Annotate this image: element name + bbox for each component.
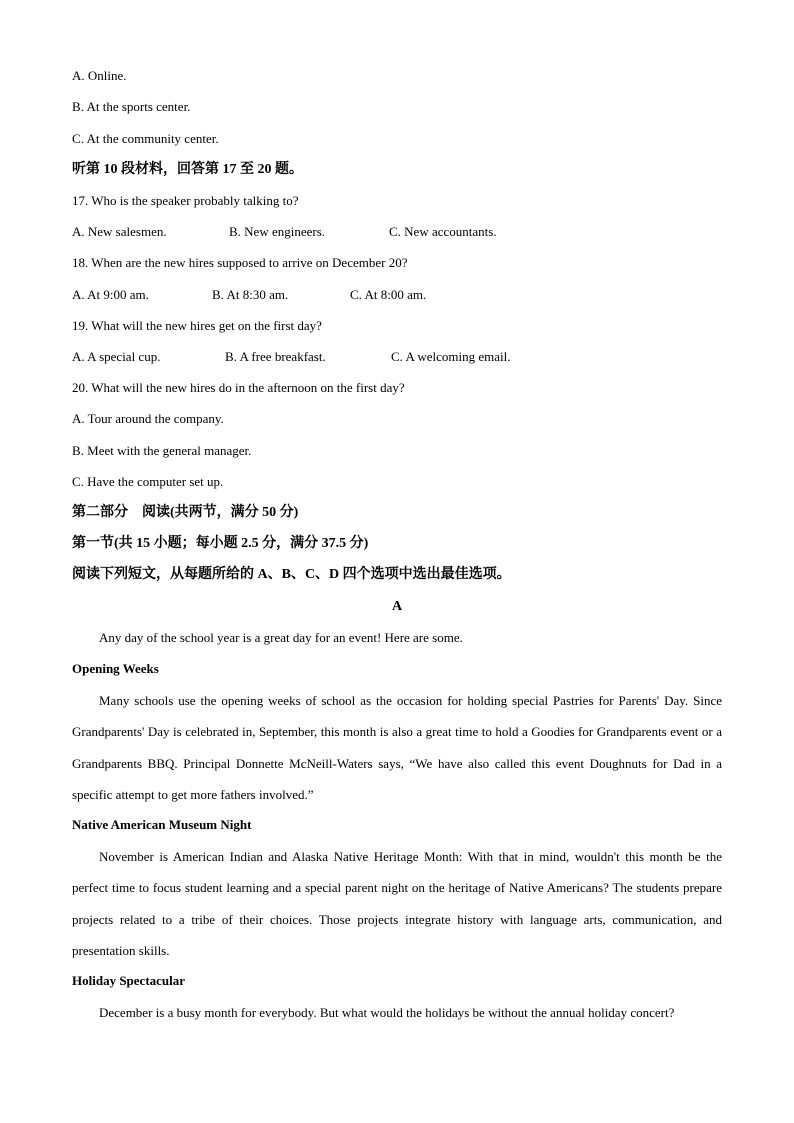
paragraph-native-american: November is American Indian and Alaska Native Heritage Month: With that in mind, wouldn't this month be the perfect time to focus student learning and a special parent night on the heritage of Native Americans? The students prepare projects related to a tribe of their choices. Those projects integrate history with language arts, communication, and presentation skills. bbox=[72, 849, 722, 958]
reading-instruction: 阅读下列短文，从每题所给的 A、B、C、D 四个选项中选出最佳选项。 bbox=[72, 567, 511, 582]
option-17a: A. New salesmen. bbox=[72, 224, 167, 239]
option-18b: B. At 8:30 am. bbox=[212, 287, 289, 302]
question-18: 18. When are the new hires supposed to arrive on December 20? bbox=[72, 255, 408, 270]
question-20: 20. What will the new hires do in the afternoon on the first day? bbox=[72, 380, 405, 395]
heading-native-american: Native American Museum Night bbox=[72, 817, 252, 832]
option-18a: A. At 9:00 am. bbox=[72, 287, 149, 302]
option-20a: A. Tour around the company. bbox=[72, 411, 224, 426]
option-18c: C. At 8:00 am. bbox=[350, 287, 427, 302]
part-heading: 第二部分 阅读(共两节，满分 50 分) bbox=[72, 505, 299, 520]
section-heading: 第一节(共 15 小题；每小题 2.5 分，满分 37.5 分) bbox=[72, 536, 369, 551]
option-17c: C. New accountants. bbox=[389, 224, 497, 239]
option-17b: B. New engineers. bbox=[229, 224, 326, 239]
passage-intro: Any day of the school year is a great day for an event! Here are some. bbox=[99, 630, 463, 645]
option-19c: C. A welcoming email. bbox=[391, 349, 511, 364]
heading-opening-weeks: Opening Weeks bbox=[72, 661, 159, 676]
paragraph-holiday: December is a busy month for everybody. But what would the holidays be without the annual holiday concert? bbox=[99, 1005, 675, 1020]
option-line: A. Online. bbox=[72, 68, 127, 83]
option-line: B. At the sports center. bbox=[72, 99, 191, 114]
option-19b: B. A free breakfast. bbox=[225, 349, 326, 364]
option-line: C. At the community center. bbox=[72, 131, 219, 146]
question-17: 17. Who is the speaker probably talking to? bbox=[72, 193, 299, 208]
paragraph-opening-weeks: Many schools use the opening weeks of school as the occasion for holding special Pastries for Parents' Day. Since Grandparents' Day is celebrated in, September, this month is also a great time to hold a Goodies for Grandparents event or a Grandparents BBQ. Principal Donnette McNeill-Waters says, “We have also called this event Doughnuts for Dad in a specific attempt to get more fathers involved.” bbox=[72, 693, 722, 802]
option-20c: C. Have the computer set up. bbox=[72, 474, 224, 489]
section-instruction: 听第 10 段材料，回答第 17 至 20 题。 bbox=[72, 162, 303, 177]
passage-label: A bbox=[391, 599, 403, 614]
heading-holiday: Holiday Spectacular bbox=[72, 973, 186, 988]
option-19a: A. A special cup. bbox=[72, 349, 161, 364]
question-19: 19. What will the new hires get on the first day? bbox=[72, 318, 322, 333]
option-20b: B. Meet with the general manager. bbox=[72, 443, 252, 458]
